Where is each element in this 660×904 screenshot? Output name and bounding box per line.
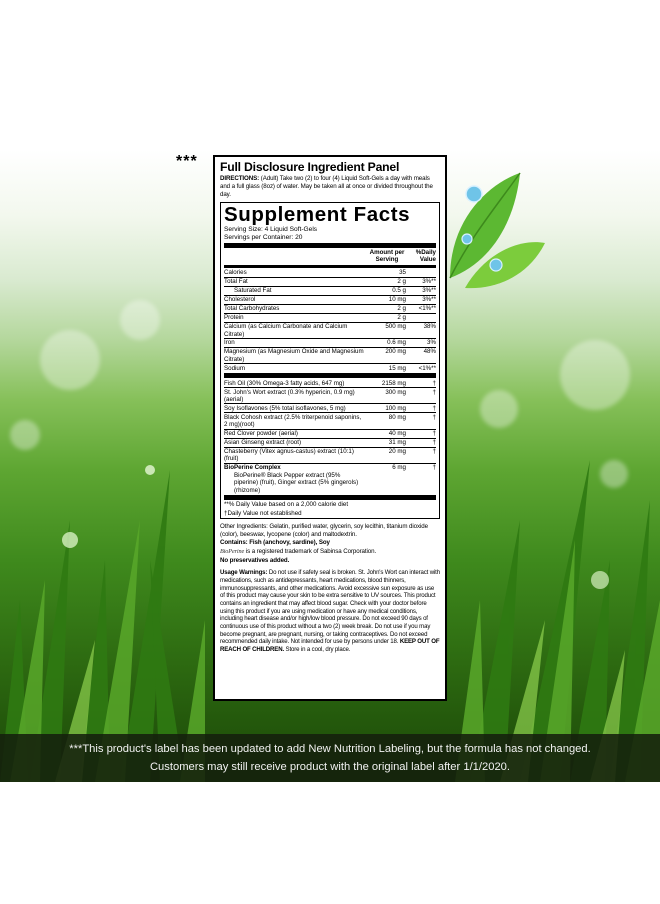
ingredient-name: Red Clover powder (aerial) (224, 429, 298, 437)
facts-header-row (224, 249, 436, 264)
keep-out-of-reach: KEEP OUT OF REACH OF CHILDREN. (220, 638, 440, 654)
warnings-text: Do not use if safety seal is broken. St. John's Wort can interact with medications, such as antidepressants, heart medications, blood thinners, immunosuppressants, and other medications. Avoid excessive sun exposure as use of this product may cause your skin to be extra sensitive to UV sources. This product contains an ingredient that may affect blood sugar. Check with your doctor before using this product if you are using medication or have any medical conditions, including heart disease and/or high/low blood pressure. Do not exceed 90 days of continuous use of this product without a two (2) week break. Do not use if you may become pregnant, are pregnant, nursing, or taking contraceptives. Do not exceed recommended daily intake. Not intended for use by persons under 18. (220, 569, 440, 646)
panel-title: Full Disclosure Ingredient Panel (220, 160, 400, 174)
storage-text: Store in a cool, dry place. (284, 646, 351, 654)
facts-row (224, 277, 436, 286)
supplement-facts-box (220, 202, 440, 519)
ingredient-amount: 10 mg (388, 296, 406, 304)
usage-warnings (220, 569, 440, 654)
ingredient-amount: 40 mg (388, 429, 406, 437)
ingredient-name: Total Carbohydrates (224, 305, 280, 313)
facts-row (224, 463, 436, 472)
ingredient-name: Total Fat (224, 278, 248, 286)
banner-line-2: Customers may still receive product with the original label after 1/1/2020. (149, 761, 511, 773)
ingredient-daily-value: † (432, 404, 436, 412)
facts-row (224, 379, 436, 387)
label-update-banner (0, 734, 660, 782)
directions-text: (Adult) Take two (2) to four (4) Liquid Soft-Gels a day with meals and a full glass (8oz) of water. May be taken all at once or divided throughout the day. (220, 175, 433, 198)
ingredient-name: Fish Oil (30% Omega-3 fatty acids, 647 mg) (224, 379, 345, 387)
contains-text: Contains: Fish (anchovy, sardine), Soy (220, 539, 330, 547)
banner-line-1: ***This product's label has been updated to add New Nutrition Labeling, but the formula has not changed. (69, 743, 591, 755)
ingredient-daily-value: 3%** (422, 287, 436, 295)
divider-thick (224, 495, 436, 500)
facts-row (224, 304, 436, 313)
facts-row (224, 438, 436, 447)
ingredient-name: Soy Isoflavones (5% total isoflavones, 5 mg) (224, 404, 346, 412)
ingredient-amount (366, 472, 408, 494)
ingredient-name: Magnesium (as Magnesium Oxide and Magnesium Citrate) (224, 348, 364, 363)
ingredient-name: Chasteberry (Vitex agnus-castus) extract (10:1)(fruit) (224, 447, 354, 463)
ingredient-name: Calcium (as Calcium Carbonate and Calcium Citrate) (224, 323, 348, 338)
ingredient-daily-value: † (432, 429, 436, 437)
facts-row (224, 412, 436, 428)
ingredient-name: Protein (224, 314, 244, 322)
other-ingredients (220, 523, 440, 538)
facts-row (224, 447, 436, 463)
facts-row (224, 286, 436, 295)
facts-row (224, 429, 436, 438)
ingredient-daily-value: † (432, 388, 436, 396)
ingredient-amount: 200 mg (385, 348, 406, 356)
ingredient-daily-value: 3% (427, 339, 436, 347)
facts-row (224, 472, 436, 494)
ingredient-daily-value (408, 472, 436, 494)
ingredient-amount: 35 (399, 269, 406, 277)
nutrient-rows (224, 269, 436, 372)
ingredient-daily-value: <1%** (418, 364, 436, 372)
ingredient-amount: 2 g (397, 278, 406, 286)
ingredient-name: Saturated Fat (234, 287, 272, 295)
footnote-not-established: †Daily Value not established (224, 509, 302, 517)
ingredient-daily-value: † (432, 413, 436, 421)
warnings-label: Usage Warnings: (220, 569, 268, 577)
ingredient-daily-value (408, 314, 436, 321)
ingredient-amount: 6 mg (392, 464, 406, 472)
facts-row (224, 403, 436, 412)
servings-per-container: Servings per Container: 20 (224, 234, 303, 241)
daily-value-header: %Daily Value (415, 249, 436, 263)
ingredient-amount: 15 mg (388, 364, 406, 372)
ingredient-panel (213, 155, 447, 701)
divider-medium (224, 265, 436, 268)
ingredient-amount: 2 g (397, 314, 406, 322)
footnote-daily-value: **% Daily Value based on a 2,000 calorie diet (224, 501, 349, 509)
ingredient-amount: 300 mg (385, 388, 406, 396)
facts-row (224, 338, 436, 347)
ingredient-amount: 500 mg (385, 323, 406, 331)
ingredient-daily-value: † (432, 464, 436, 472)
preservatives-note (220, 557, 440, 565)
leaves-with-droplets (440, 168, 550, 298)
ingredient-amount: 2 g (397, 305, 406, 313)
amount-header: Amount per Serving (369, 249, 405, 263)
botanical-rows (224, 379, 436, 494)
ingredient-amount: 31 mg (388, 438, 406, 446)
facts-row (224, 322, 436, 338)
ingredient-name: Cholesterol (224, 296, 256, 304)
ingredient-name: BioPerine® Black Pepper extract (95% piperine) (fruit), Ginger extract (5% gingerols)(rhizome) (234, 472, 359, 494)
ingredient-amount: 0.5 g (392, 287, 406, 295)
ingredient-daily-value: † (432, 447, 436, 455)
other-ingredients-label: Other Ingredients: (220, 523, 268, 531)
ingredient-daily-value: 3%** (422, 296, 436, 304)
serving-size: Serving Size: 4 Liquid Soft-Gels (224, 226, 318, 233)
asterisk-note-marker: *** (176, 153, 198, 170)
other-ingredients-text: Gelatin, purified water, glycerin, soy lecithin, titanium dioxide (color), beeswax, lycopene (color) and maltodextrin. (220, 523, 428, 538)
ingredient-daily-value: 3%** (422, 278, 436, 286)
ingredient-daily-value: † (432, 438, 436, 446)
ingredient-amount: 0.6 mg (387, 339, 406, 347)
ingredient-daily-value: 48% (423, 348, 436, 356)
ingredient-name: St. John's Wort extract (0.3% hypericin, 0.9 mg)(aerial) (224, 388, 355, 403)
ingredient-amount: 100 mg (385, 404, 406, 412)
bioperine-brand: BioPerine (220, 547, 245, 555)
ingredient-name: Asian Ginseng extract (root) (224, 438, 302, 446)
ingredient-name: BioPerine Complex (224, 464, 281, 472)
directions (220, 175, 440, 199)
directions-label: DIRECTIONS: (220, 175, 260, 182)
facts-row (224, 269, 436, 277)
ingredient-amount: 20 mg (388, 447, 406, 455)
ingredient-name: Calories (224, 269, 247, 277)
allergen-statement (220, 539, 440, 547)
divider-thick (224, 243, 436, 248)
facts-row (224, 295, 436, 304)
trademark-text: is a registered trademark of Sabinsa Corporation. (244, 547, 377, 555)
facts-row (224, 363, 436, 372)
ingredient-amount: 80 mg (388, 413, 406, 421)
ingredient-daily-value: 38% (423, 323, 436, 331)
trademark-note (220, 548, 440, 556)
ingredient-daily-value: † (432, 379, 436, 387)
divider-thick (224, 373, 436, 378)
ingredient-name: Sodium (224, 364, 245, 372)
ingredient-name: Black Cohosh extract (2.5% triterpenoid saponins, 2 mg)(root) (224, 413, 362, 428)
facts-row (224, 387, 436, 403)
supplement-facts-title: Supplement Facts (224, 203, 411, 226)
ingredient-amount: 2158 mg (381, 379, 406, 387)
no-preservatives-text: No preservatives added. (220, 556, 290, 564)
ingredient-daily-value (408, 269, 436, 276)
ingredient-name: Iron (224, 339, 235, 347)
facts-row (224, 313, 436, 322)
facts-row (224, 347, 436, 363)
ingredient-daily-value: <1%** (418, 305, 436, 313)
